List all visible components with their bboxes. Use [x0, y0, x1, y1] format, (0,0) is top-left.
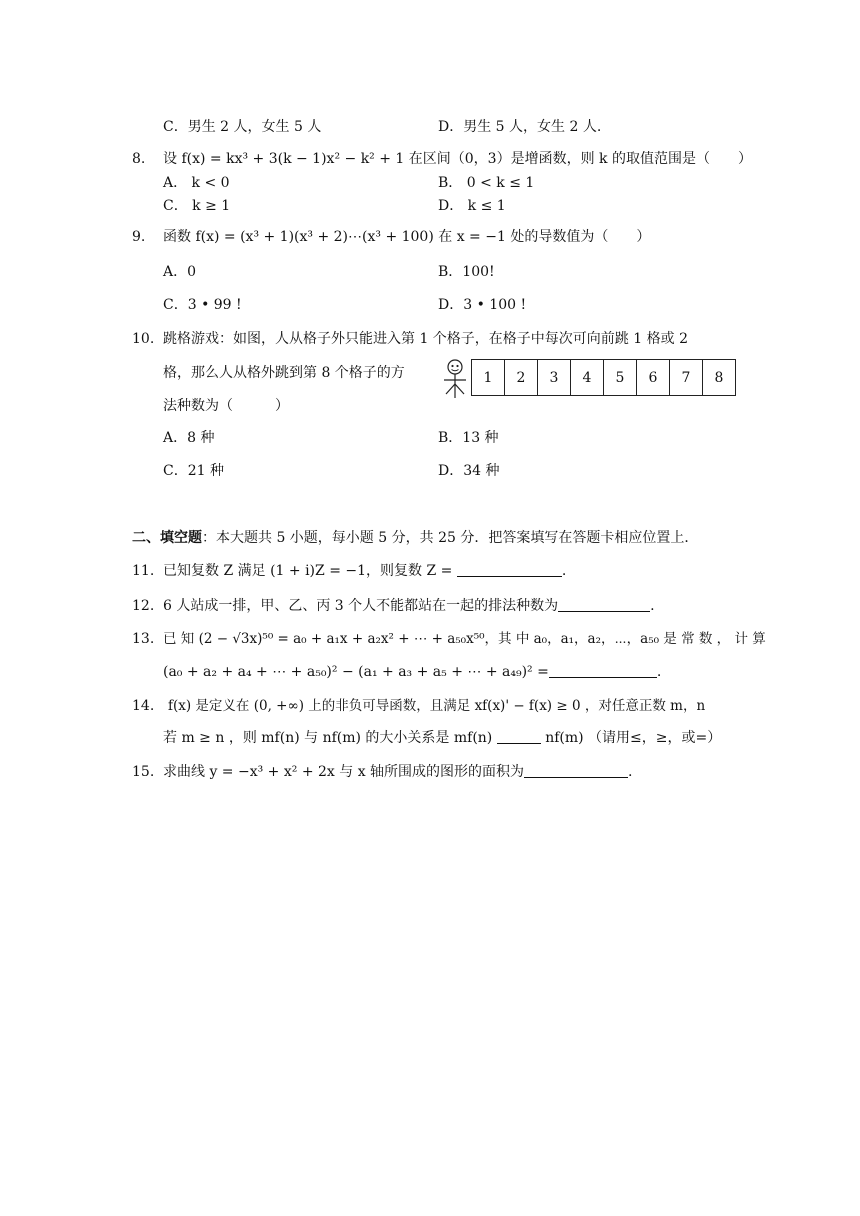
q12-answer-blank[interactable] — [558, 597, 650, 612]
q11-end: . — [561, 563, 567, 579]
grid-cell: 4 — [571, 360, 604, 396]
q10-stem-line1: 跳格游戏：如图，人从格子外只能进入第 1 个格子，在格子中每次可向前跳 1 格或 2 — [163, 331, 688, 347]
q7-option-d: D．男生 5 人，女生 2 人. — [438, 119, 602, 135]
q10-option-c: C．21 种 — [163, 463, 224, 479]
grid-cell: 3 — [538, 360, 571, 396]
q10-stem-line2: 格，那么人从格外跳到第 8 个格子的方 — [163, 365, 405, 381]
q13-line1: 已 知 (2 − √3x)⁵⁰ = a₀ + a₁x + a₂x² + ⋯ + a₅₀x⁵⁰，其 中 a₀，a₁，a₂，⋯，a₅₀ 是 常 数 ， 计 算 — [163, 631, 766, 647]
q12-stem: 6 人站成一排，甲、乙、丙 3 个人不能都站在一起的排法种数为 — [163, 598, 559, 614]
q10-option-a: A．8 种 — [163, 430, 215, 446]
q8-option-d: D． k ≤ 1 — [438, 198, 506, 214]
q8-option-a: A． k < 0 — [163, 175, 230, 191]
stick-figure-icon — [440, 358, 470, 398]
q13-number: 13. — [132, 631, 155, 647]
q14-text-b: nf(m) （请用≤，≥，或=） — [545, 730, 722, 746]
q8-stem: 设 f(x) = kx³ + 3(k − 1)x² − k² + 1 在区间（0，3）是增函数，则 k 的取值范围是（ ） — [163, 151, 752, 167]
q11-stem: 已知复数 Z 满足 (1 + i)Z = −1，则复数 Z = — [163, 563, 453, 579]
q14-number: 14. — [132, 698, 155, 714]
q12-number: 12. — [132, 598, 155, 614]
q9-number: 9. — [132, 229, 146, 245]
grid-cell: 8 — [703, 360, 736, 396]
q9-option-d: D．3 • 100 ! — [438, 297, 527, 313]
section-description: ：本大题共 5 小题，每小题 5 分，共 25 分．把答案填写在答题卡相应位置上． — [202, 530, 699, 546]
grid-cell: 1 — [472, 360, 505, 396]
q15-line — [163, 762, 633, 782]
q11-answer-blank[interactable] — [457, 562, 562, 577]
q7-option-c: C．男生 2 人，女生 5 人 — [163, 119, 322, 135]
q14-text-a: 若 m ≥ n ，则 mf(n) 与 nf(m) 的大小关系是 mf(n) — [163, 730, 493, 746]
q15-number: 15. — [132, 764, 155, 780]
q8-option-b: B． 0 < k ≤ 1 — [438, 175, 535, 191]
q9-option-a: A．0 — [163, 264, 197, 280]
q9-option-c: C．3 • 99 ! — [163, 297, 242, 313]
grid-cell: 6 — [637, 360, 670, 396]
q15-end: . — [628, 764, 633, 780]
q13-line2 — [163, 662, 661, 682]
section-title: 二、填空题 — [132, 530, 202, 546]
q12-end: . — [650, 598, 655, 614]
grid-cell: 5 — [604, 360, 637, 396]
hop-grid — [471, 359, 736, 396]
grid-cell: 2 — [505, 360, 538, 396]
grid-cell: 7 — [670, 360, 703, 396]
section-heading — [132, 528, 698, 548]
q9-stem: 函数 f(x) = (x³ + 1)(x³ + 2)⋯(x³ + 100) 在 x = −1 处的导数值为（ ） — [163, 229, 651, 245]
q10-option-b: B．13 种 — [438, 430, 499, 446]
q9-option-b: B．100! — [438, 264, 495, 280]
q10-option-d: D．34 种 — [438, 463, 500, 479]
q15-stem: 求曲线 y = −x³ + x² + 2x 与 x 轴所围成的图形的面积为 — [163, 764, 525, 780]
q11-number: 11. — [132, 563, 155, 579]
q14-line1: f(x) 是定义在 (0, +∞) 上的非负可导函数，且满足 xf(x)' − f(x) ≥ 0 ，对任意正数 m，n — [168, 698, 706, 714]
q10-stem-line3: 法种数为（ ） — [163, 398, 289, 414]
q13-answer-blank[interactable] — [549, 663, 657, 678]
q11-line — [163, 561, 566, 581]
q14-line2 — [163, 728, 721, 748]
q13-expression: (a₀ + a₂ + a₄ + ⋯ + a₅₀)² − (a₁ + a₃ + a₅ + ⋯ + a₄₉)² = — [163, 664, 549, 680]
q10-number: 10. — [132, 331, 155, 347]
q14-answer-blank[interactable] — [497, 729, 541, 744]
q13-end: . — [656, 664, 662, 680]
q8-number: 8. — [132, 151, 146, 167]
q15-answer-blank[interactable] — [524, 763, 628, 778]
q12-line — [163, 596, 655, 616]
q8-option-c: C． k ≥ 1 — [163, 198, 231, 214]
